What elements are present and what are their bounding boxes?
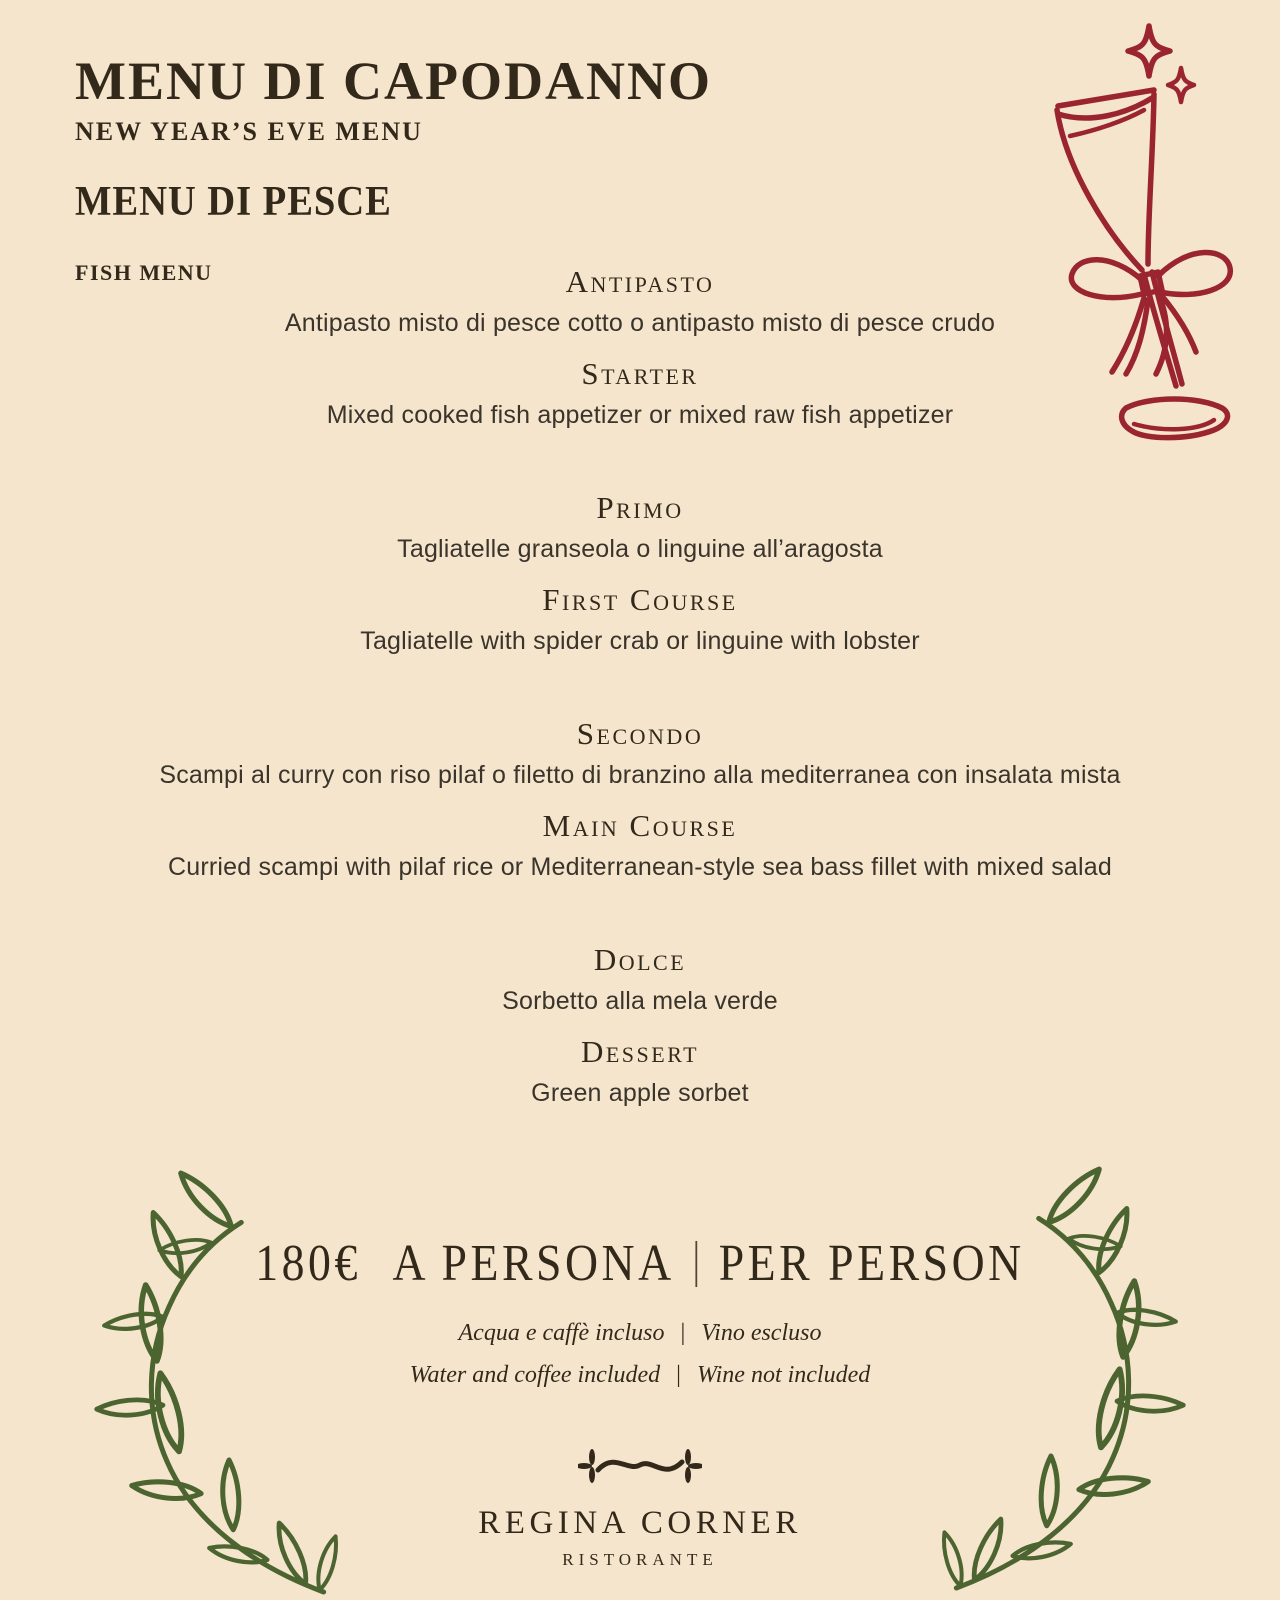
note-wine-en: Wine not included xyxy=(696,1362,871,1388)
menu-title-italian: MENU DI CAPODANNO xyxy=(75,51,712,111)
course-description-italian: Sorbetto alla mela verde xyxy=(502,987,778,1015)
course-antipasto xyxy=(0,264,1280,430)
flourish-ornament-icon xyxy=(578,1444,702,1480)
note-wine-it: Vino escluso xyxy=(701,1320,822,1346)
course-heading-english: Main Course xyxy=(542,808,738,843)
price-line xyxy=(77,1236,1203,1292)
restaurant-name: REGINA CORNER xyxy=(478,1505,802,1541)
course-description-english: Green apple sorbet xyxy=(531,1079,749,1107)
restaurant-type: RISTORANTE xyxy=(562,1550,718,1569)
menu-title-english: NEW YEAR’S EVE MENU xyxy=(75,117,423,147)
menu-header xyxy=(75,52,712,286)
pricing xyxy=(0,1236,1280,1390)
price-note-english xyxy=(0,1360,1280,1390)
note-separator: | xyxy=(676,1362,681,1388)
course-dolce xyxy=(0,942,1280,1108)
course-description-english: Curried scampi with pilaf rice or Mediterranean-style sea bass fillet with mixed salad xyxy=(168,853,1112,881)
price-label-italian: A PERSONA xyxy=(392,1235,675,1292)
course-heading-italian: Dolce xyxy=(593,942,687,977)
menu-type-italian: MENU DI PESCE xyxy=(75,179,392,226)
course-secondo xyxy=(0,716,1280,882)
course-heading-english: First Course xyxy=(542,582,738,617)
price-label-english: PER PERSON xyxy=(718,1235,1025,1292)
course-heading-english: Dessert xyxy=(580,1034,700,1069)
restaurant-footer xyxy=(0,1444,1280,1571)
menu-type-english: FISH MENU xyxy=(75,260,213,286)
course-heading-italian: Primo xyxy=(596,490,684,525)
course-heading-italian: Secondo xyxy=(576,716,704,751)
price-divider xyxy=(696,1241,698,1287)
course-description-english: Tagliatelle with spider crab or linguine with lobster xyxy=(360,627,920,655)
course-description-italian: Antipasto misto di pesce cotto o antipasto misto di pesce crudo xyxy=(284,309,996,337)
course-heading-italian: Antipasto xyxy=(565,264,715,299)
sparkle-icon xyxy=(1128,26,1194,102)
price-amount: 180€ xyxy=(255,1235,361,1292)
course-heading-english: Starter xyxy=(581,356,699,391)
course-description-italian: Scampi al curry con riso pilaf o filetto di branzino alla mediterranea con insalata mista xyxy=(159,761,1121,789)
note-water-coffee-it: Acqua e caffè incluso xyxy=(458,1320,665,1346)
course-primo xyxy=(0,490,1280,656)
course-description-italian: Tagliatelle granseola o linguine all’aragosta xyxy=(397,535,883,563)
course-list xyxy=(0,264,1280,1126)
note-water-coffee-en: Water and coffee included xyxy=(409,1362,661,1388)
note-separator: | xyxy=(680,1320,686,1346)
course-description-english: Mixed cooked fish appetizer or mixed raw fish appetizer xyxy=(326,401,954,429)
price-note-italian xyxy=(0,1318,1280,1348)
